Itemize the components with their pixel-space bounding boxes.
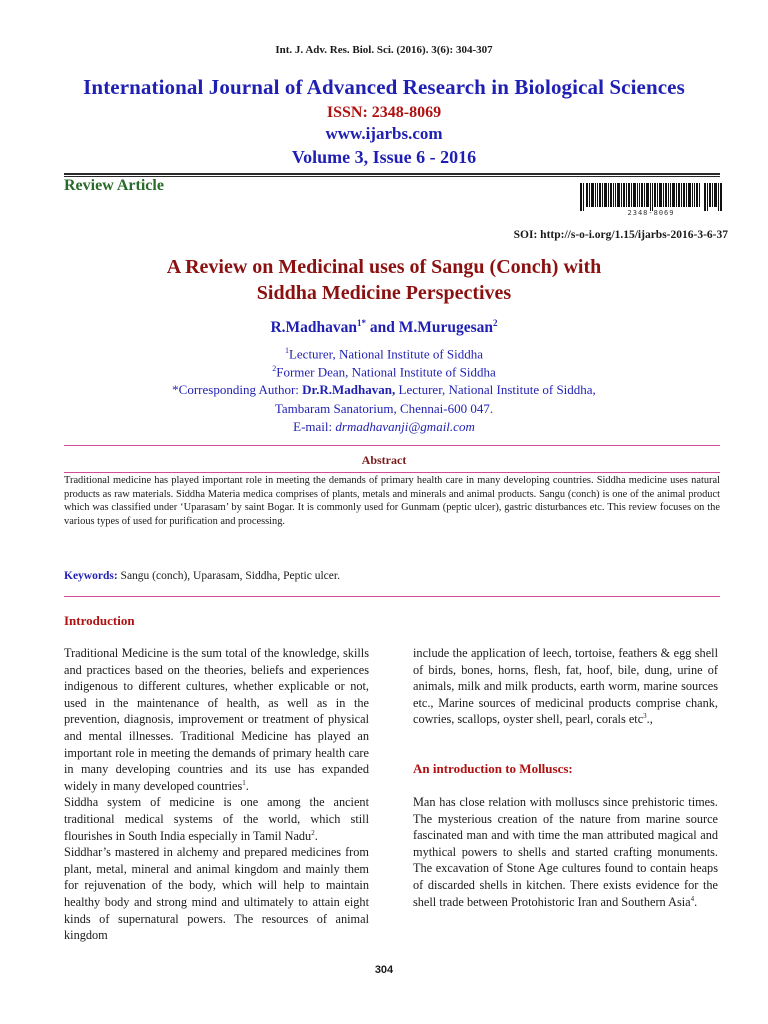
introduction-heading: Introduction: [64, 613, 135, 628]
author-list: [0, 318, 768, 337]
affiliation-mark: 1: [284, 346, 289, 355]
email-link[interactable]: drmadhavanji@gmail.com: [335, 419, 475, 434]
paragraph: Siddhar’s mastered in alchemy and prepared medicines from plant, metal, mineral and animal kingdom and mainly them for rejuvenation of the body, which will help to maintain healthy body and strong mind and ultimately to attain eight kinds of supernatural powers. The resources of animal kingdom: [64, 845, 369, 943]
header-divider: [64, 173, 720, 175]
author-separator: and: [366, 319, 399, 337]
volume-issue: Volume 3, Issue 6 - 2016: [291, 147, 477, 167]
author-affiliation-mark: 1*: [357, 318, 366, 328]
affiliation-1: [0, 346, 768, 362]
author-name: R.Madhavan: [270, 319, 357, 337]
introduction-left-column: [64, 645, 369, 944]
article-title-line1: A Review on Medicinal uses of Sangu (Conch) with: [166, 256, 602, 278]
paragraph: Man has close relation with molluscs since prehistoric times. The mysterious creation of the nature from marine source fascinated man and with time the man attributed magical and mythical powers to shells and started crafting monuments. The excavation of Stone Age cultures found to contain heaps of discarded shells in kitchen. There exists evidence for the shell trade between Protohistoric Iran and Southern Asia: [413, 795, 718, 909]
corresponding-name: Dr.R.Madhavan,: [302, 382, 396, 397]
barcode-icon: [580, 183, 722, 211]
issn: ISSN: 2348-8069: [326, 104, 442, 121]
corresponding-affiliation: Lecturer, National Institute of Siddha,: [395, 382, 596, 397]
paragraph: Traditional Medicine is the sum total of the knowledge, skills and practices based on the theories, beliefs and experiences indigenous to different cultures, whether explicable or not, used in the maintenance of health, as well as in the prevention, diagnosis, improvement or treatment of physical and mental illnesses. Traditional Medicine has played an important role in meeting the demands of primary health care in many developing countries and its use has expanded widely in many developed countries: [64, 646, 369, 793]
article-type: Review Article: [64, 177, 164, 194]
molluscs-heading: An introduction to Molluscs:: [413, 761, 573, 776]
keywords: [64, 570, 340, 582]
author-address: Tambaram Sanatorium, Chennai-600 047.: [274, 401, 494, 416]
citation-ref: 4: [690, 894, 695, 903]
soi-link[interactable]: SOI: http://s-o-i.org/1.15/ijarbs-2016-3-6-37: [513, 229, 728, 241]
citation-line: Int. J. Adv. Res. Biol. Sci. (2016). 3(6): 304-307: [275, 44, 493, 56]
article-title: [0, 254, 768, 306]
email-label: E-mail:: [293, 419, 336, 434]
article-title-line2: Siddha Medicine Perspectives: [256, 282, 512, 304]
abstract-divider-bottom: [64, 596, 720, 597]
page-number: 304: [374, 964, 394, 976]
abstract-divider-middle: [64, 472, 720, 473]
corresponding-label: *Corresponding Author:: [172, 382, 303, 397]
affiliation-2: [0, 364, 768, 380]
journal-title: International Journal of Advanced Research in Biological Sciences: [83, 75, 685, 99]
paragraph-end: .: [314, 828, 318, 843]
abstract-body: Traditional medicine has played important role in meeting the demands of primary health care in many developing countries. Siddha medicine uses natural products as raw materials. Siddha Materia medica comprises of plants, metals and minerals and animal products. Sangu (conch) is one of the animal product which was classified under ‘Uparasam’ by saint Bogar. It is commonly used for Gunmam (peptic ulcer), gastric disturbances etc. This review focuses on the various types of used for purification and processing.: [64, 475, 720, 527]
author-affiliation-mark: 2: [493, 318, 498, 328]
abstract-divider-top: [64, 445, 720, 446]
molluscs-section: [413, 794, 718, 910]
affiliation-mark: 2: [272, 364, 277, 373]
paragraph-end: .: [694, 894, 698, 909]
email-line: [0, 419, 768, 435]
affiliation-text: Lecturer, National Institute of Siddha: [288, 346, 484, 362]
affiliation-text: Former Dean, National Institute of Siddha: [276, 364, 496, 380]
abstract-heading: Abstract: [361, 453, 407, 467]
journal-website: www.ijarbs.com: [325, 124, 443, 143]
paragraph: include the application of leech, tortoise, feathers & egg shell of birds, bones, horns, flesh, fat, hoof, bile, dung, urine of animals, milk and milk products, earth worm, marine sources etc., Marine sources of medicinal products comprise chank, cowries, scallops, oyster shell, pearl, corals etc: [413, 646, 718, 727]
corresponding-author: [0, 382, 768, 398]
author-name: M.Murugesan: [398, 319, 494, 337]
keywords-list: Sangu (conch), Uparasam, Siddha, Peptic ulcer.: [117, 570, 340, 582]
citation-ref: 2: [311, 828, 315, 837]
citation-ref: 1: [242, 778, 246, 787]
citation-ref: 3: [643, 712, 647, 721]
introduction-right-column: [413, 645, 718, 728]
paragraph-end: .: [245, 778, 249, 793]
paragraph: Siddha system of medicine is one among the ancient traditional medical systems of the world, which still flourishes in South India especially in Tamil Nadu: [64, 795, 369, 843]
paragraph-end: .,: [646, 712, 653, 727]
barcode-number: 2348-8069: [627, 209, 675, 217]
keywords-label: Keywords:: [64, 570, 118, 582]
